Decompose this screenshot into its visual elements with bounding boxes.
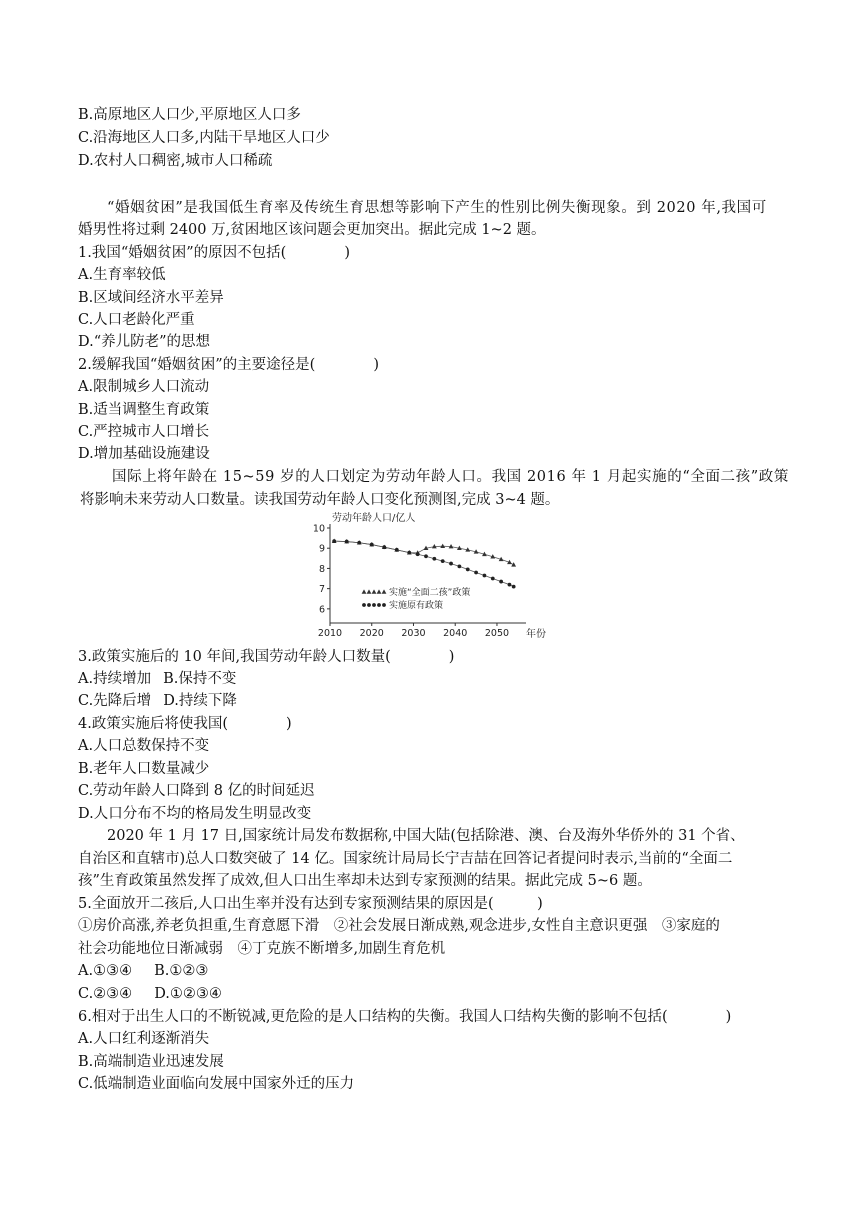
chart-series-line [334, 541, 513, 586]
q5-option-b: B.①②③ [154, 963, 209, 979]
q5-options-cd [78, 983, 788, 1005]
q5-statements-line-2: 社会功能地位日渐减弱 ④丁克族不断增多,加剧生育危机 [78, 941, 446, 957]
q5-option-d: D.①②③④ [154, 986, 222, 1002]
q5-option-c: C.②③④ [78, 986, 133, 1002]
labor-population-chart [312, 510, 552, 640]
chart-point [449, 562, 453, 566]
q2-option-d: D.增加基础设施建设 [78, 446, 210, 462]
q3-options-ab [78, 668, 788, 690]
chart-point [432, 557, 436, 561]
legend-label-policy: 实施“全面二孩”政策 [389, 588, 471, 598]
q3-option-b: B.保持不变 [163, 671, 237, 687]
q6-option-b: B.高端制造业迅速发展 [78, 1054, 224, 1070]
q2-option-c: C.严控城市人口增长 [78, 424, 210, 440]
q3-options-cd [78, 690, 788, 712]
q6-option-c: C.低端制造业面临向发展中国家外迁的压力 [78, 1076, 355, 1092]
chart-x-tick-label: 2030 [401, 628, 426, 639]
chart-point [491, 577, 495, 581]
chart-point [474, 571, 478, 575]
passage-3-line-3: 孩”生育政策虽然发挥了成效,但人口出生率却未达到专家预测的结果。据此完成 5~6 题。 [78, 873, 652, 889]
legend-marker [367, 603, 371, 607]
chart-point [457, 565, 461, 569]
legend-marker [382, 589, 387, 593]
q1-option-b: B.区域间经济水平差异 [78, 290, 224, 306]
q3-option-a: A.持续增加 [78, 671, 152, 687]
q4-option-d: D.人口分布不均的格局发生明显改变 [78, 806, 312, 822]
chart-y-tick-label: 7 [318, 584, 325, 596]
legend-marker [372, 589, 377, 593]
chart-point [466, 568, 470, 572]
chart-y-tick-label: 10 [312, 523, 325, 535]
legend-symbol-policy [362, 589, 387, 593]
chart-x-tick-label: 2040 [443, 628, 468, 639]
q0-option-b: B.高原地区人口少,平原地区人口多 [78, 107, 301, 123]
legend-marker [377, 589, 382, 593]
chart-point [512, 585, 516, 589]
chart-point [370, 543, 374, 547]
chart-y-tick-label: 9 [318, 543, 325, 555]
q4-option-c: C.劳动年龄人口降到 8 亿的时间延迟 [78, 783, 315, 799]
question-5: 5.全面放开二孩后,人口出生率并没有达到专家预测结果的原因是( ) [78, 896, 543, 912]
chart-point [395, 548, 399, 552]
passage-2-line-2: 将影响未来劳动人口数量。读我国劳动年龄人口变化预测图,完成 3~4 题。 [80, 492, 560, 508]
question-3: 3.政策实施后的 10 年间,我国劳动年龄人口数量( ) [78, 649, 455, 665]
question-1: 1.我国“婚姻贫困”的原因不包括( ) [78, 245, 350, 261]
chart-x-tick-label: 2020 [359, 628, 384, 639]
chart-y-tick-label: 8 [318, 563, 325, 575]
q4-option-b: B.老年人口数量减少 [78, 761, 210, 777]
legend-symbol-original [362, 603, 386, 607]
q0-option-c: C.沿海地区人口多,内陆干旱地区人口少 [78, 130, 330, 146]
question-4: 4.政策实施后将使我国( ) [78, 716, 292, 732]
q5-option-a: A.①③④ [78, 963, 133, 979]
chart-point [499, 580, 503, 584]
passage-3-line-2: 自治区和直辖市)总人口数突破了 14 亿。国家统计局局长宁吉喆在回答记者提问时表示,当前的“全面二 [78, 851, 733, 867]
legend-marker [362, 603, 366, 607]
q1-option-a: A.生育率较低 [78, 267, 166, 283]
chart-point [332, 539, 336, 543]
q2-option-b: B.适当调整生育政策 [78, 402, 210, 418]
chart-point [416, 552, 420, 556]
chart-series-line [334, 541, 513, 565]
chart-point [357, 541, 361, 545]
chart-axes [313, 524, 526, 640]
passage-3-line-1: 2020 年 1 月 17 日,国家统计局发布数据称,中国大陆(包括除港、澳、台及海外华侨外的 31 个省、 [107, 828, 745, 844]
chart-x-axis-label: 年份 [526, 629, 546, 640]
legend-marker [372, 603, 376, 607]
passage-1-line-1: “婚姻贫困”是我国低生育率及传统生育思想等影响下产生的性别比例失衡现象。到 2020 年,我国可 [107, 200, 767, 216]
question-6: 6.相对于出生人口的不断锐减,更危险的是人口结构的失衡。我国人口结构失衡的影响不包括( ) [78, 1009, 732, 1025]
passage-1-line-2: 婚男性将过剩 2400 万,贫困地区该问题会更加突出。据此完成 1~2 题。 [78, 222, 546, 238]
chart-y-tick-label: 6 [318, 604, 325, 616]
q0-option-d: D.农村人口稠密,城市人口稀疏 [78, 153, 273, 169]
legend-label-original: 实施原有政策 [389, 601, 444, 611]
chart-point [483, 574, 487, 578]
chart-series-original [332, 539, 515, 588]
q1-option-c: C.人口老龄化严重 [78, 312, 195, 328]
chart-point [424, 554, 428, 558]
chart-point [382, 545, 386, 549]
chart-point [440, 544, 445, 548]
chart-point [345, 540, 349, 544]
chart-y-axis-label: 劳动年龄人口/亿人 [332, 513, 416, 524]
chart-point [508, 583, 512, 587]
legend-marker [377, 603, 381, 607]
chart-point [407, 551, 411, 555]
q2-option-a: A.限制城乡人口流动 [78, 379, 210, 395]
passage-2-line-1: 国际上将年龄在 15~59 岁的人口划定为劳动年龄人口。我国 2016 年 1 月起实施的“全面二孩”政策 [112, 469, 789, 485]
q3-option-c: C.先降后增 [78, 693, 152, 709]
q6-option-a: A.人口红利逐渐消失 [78, 1031, 210, 1047]
chart-canvas [312, 510, 552, 640]
question-2: 2.缓解我国“婚姻贫困”的主要途径是( ) [78, 357, 379, 373]
q4-option-a: A.人口总数保持不变 [78, 738, 210, 754]
chart-x-tick-label: 2010 [317, 628, 343, 639]
q1-option-d: D.“养儿防老”的思想 [78, 334, 211, 350]
chart-legend [362, 586, 471, 611]
chart-x-tick-label: 2050 [484, 628, 510, 639]
chart-point [441, 559, 445, 563]
legend-marker [367, 589, 372, 593]
chart-series-group [332, 539, 516, 589]
legend-marker [382, 603, 386, 607]
q5-statements-line-1: ①房价高涨,养老负担重,生育意愿下滑 ②社会发展日渐成熟,观念进步,女性自主意识更强 ③家庭的 [78, 918, 720, 934]
chart-point [511, 562, 516, 566]
legend-marker [362, 589, 367, 593]
q5-options-ab [78, 960, 788, 982]
q3-option-d: D.持续下降 [163, 693, 237, 709]
